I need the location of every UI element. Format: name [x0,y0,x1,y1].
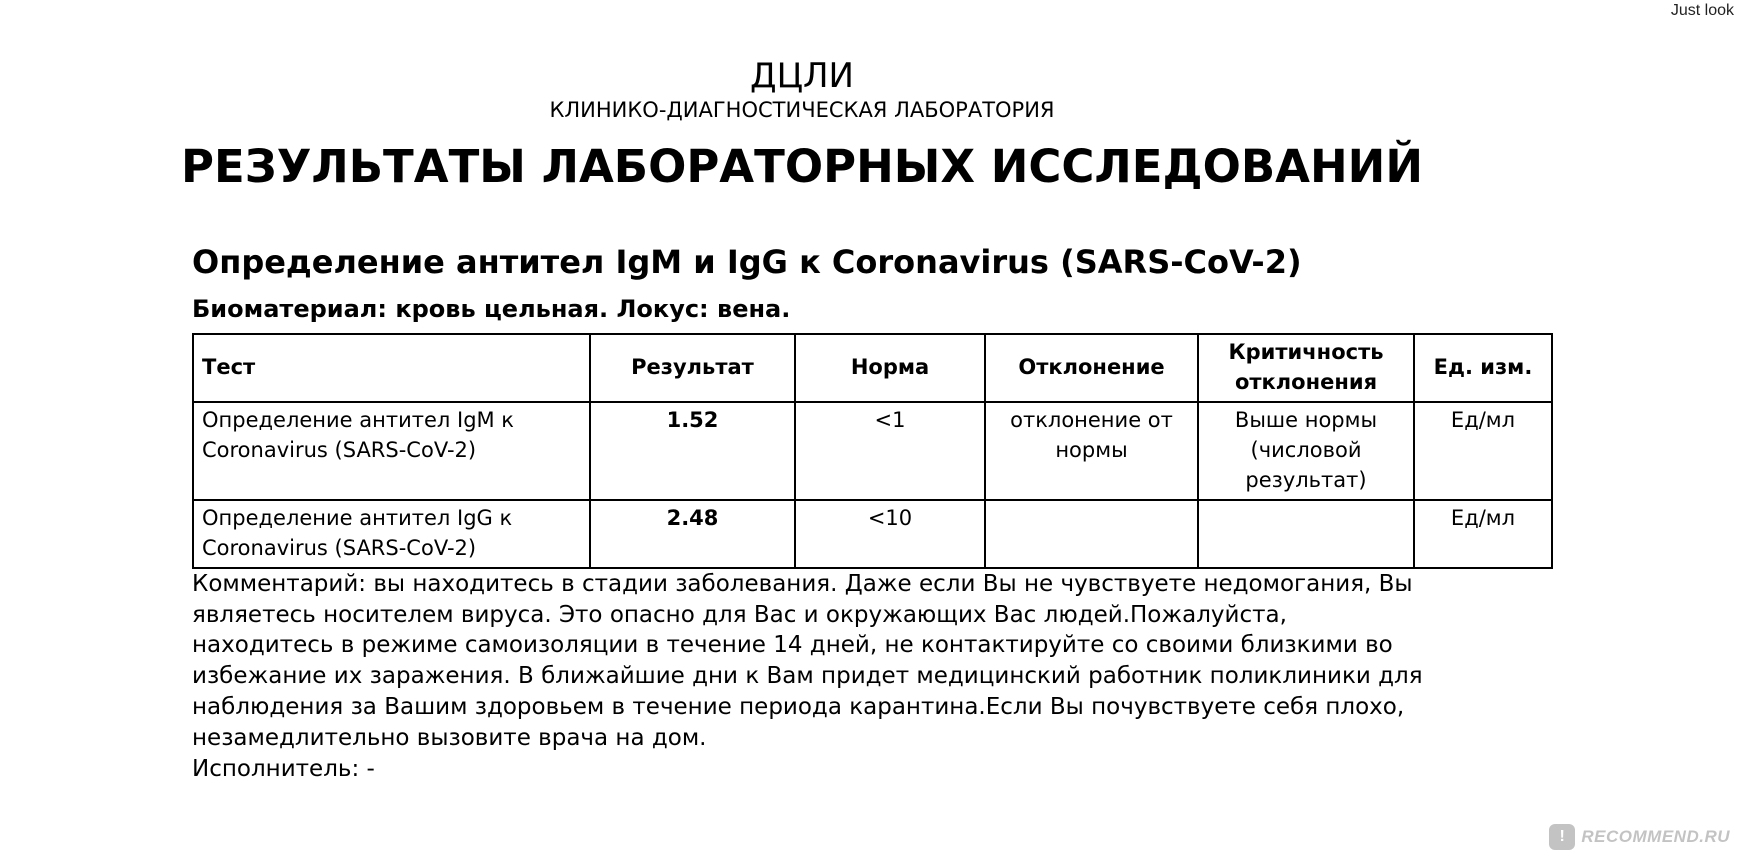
cell-result: 2.48 [590,500,795,568]
corner-label: Just look [1670,2,1734,19]
cell-criticality: Выше нормы (числовой результат) [1198,402,1414,500]
cell-unit: Ед/мл [1414,402,1552,500]
performer-line: Исполнитель: - [192,756,375,782]
cell-test: Определение антител IgG к Coronavirus (SARS-CoV-2) [193,500,590,568]
header-criticality: Критичность отклонения [1198,334,1414,402]
test-title: Определение антител IgM и IgG к Coronavirus (SARS-CoV-2) [192,243,1302,281]
results-table [192,333,1553,569]
org-subtitle: КЛИНИКО-ДИАГНОСТИЧЕСКАЯ ЛАБОРАТОРИЯ [549,98,1055,122]
cell-test: Определение антител IgM к Coronavirus (SARS-CoV-2) [193,402,590,500]
cell-norm: <1 [795,402,985,500]
header-norm: Норма [795,334,985,402]
recommend-logo-icon: ! [1549,824,1575,850]
org-name: ДЦЛИ [750,56,854,96]
cell-unit: Ед/мл [1414,500,1552,568]
cell-norm: <10 [795,500,985,568]
biomaterial-line: Биоматериал: кровь цельная. Локус: вена. [192,295,791,323]
table-row [193,500,1552,568]
header-test: Тест [193,334,590,402]
comment-text: Комментарий: вы находитесь в стадии заболевания. Даже если Вы не чувствуете недомогания, Вы являетесь носителем вируса. Это опасно для Вас и окружающих Вас людей.Пожалуйста, находитесь в режиме самоизоляции в течение 14 дней, не контактируйте со своими близкими во избежание их заражения. В ближайшие дни к Вам придет медицинский работник поликлиники для наблюдения за Вашим здоровьем в течение периода карантина.Если Вы почувствуете себя плохо, незамедлительно вызовите врача на дом. [192,571,1423,751]
cell-deviation: отклонение от нормы [985,402,1198,500]
cell-criticality [1198,500,1414,568]
page-title: РЕЗУЛЬТАТЫ ЛАБОРАТОРНЫХ ИССЛЕДОВАНИЙ [181,140,1423,193]
header-result: Результат [590,334,795,402]
table-header-row [193,334,1552,402]
table-row [193,402,1552,500]
header-unit: Ед. изм. [1414,334,1552,402]
cell-result: 1.52 [590,402,795,500]
watermark [1549,824,1730,850]
cell-deviation [985,500,1198,568]
watermark-text: RECOMMEND.RU [1581,827,1730,846]
header-deviation: Отклонение [985,334,1198,402]
